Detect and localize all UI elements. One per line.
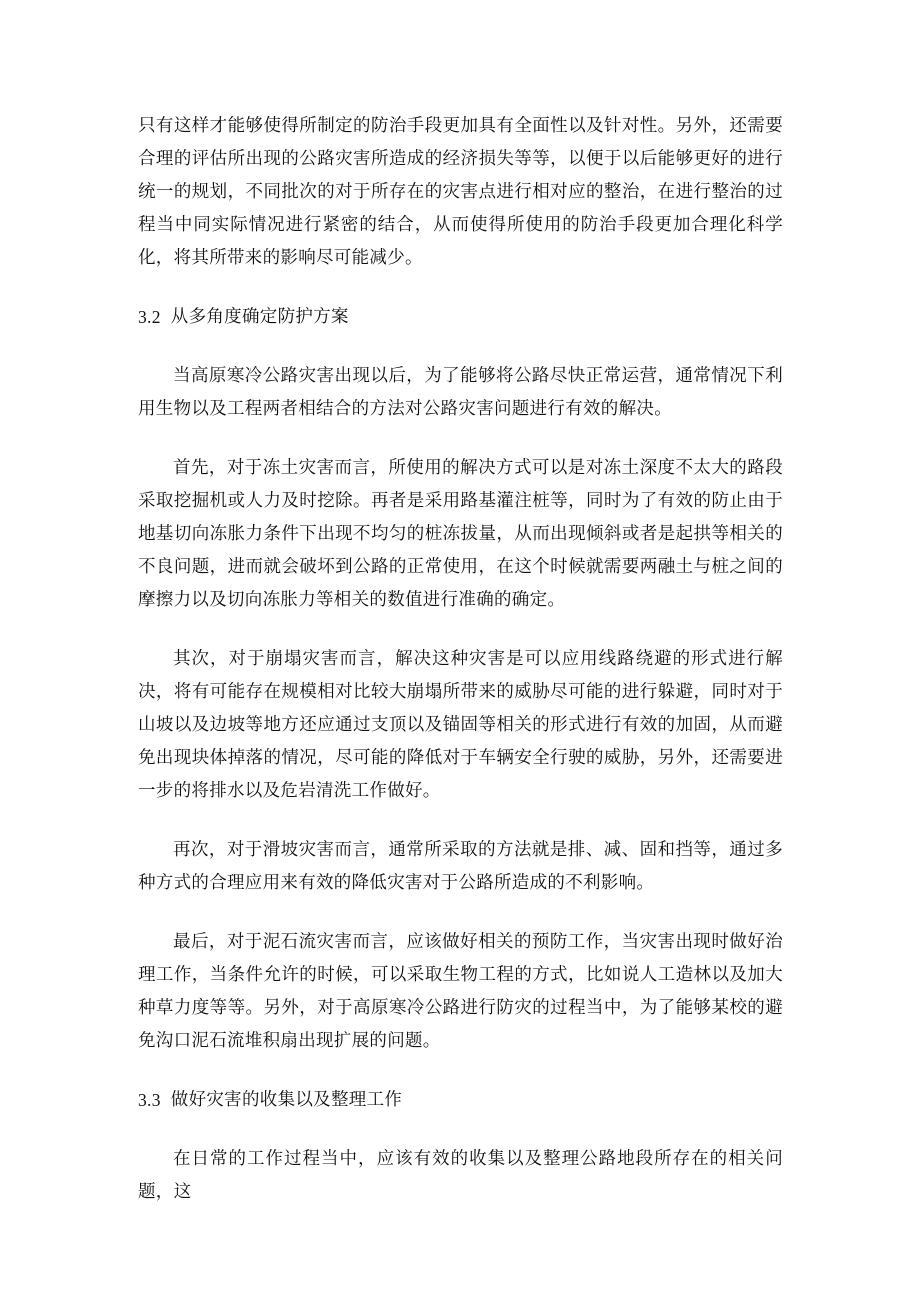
section-title: 从多角度确定防护方案 (170, 307, 349, 327)
paragraph: 再次，对于滑坡灾害而言，通常所采取的方法就是排、减、固和挡等，通过多种方式的合理应用来有效的降低灾害对于公路所造成的不利影响。 (138, 840, 783, 893)
section-heading-3-3 (138, 1084, 783, 1117)
document-page (138, 110, 783, 1235)
section-heading-3-2 (138, 301, 783, 334)
continued-paragraph: 只有这样才能够使得所制定的防治手段更加具有全面性以及针对性。另外，还需要合理的评估所出现的公路灾害所造成的经济损失等等，以便于以后能够更好的进行统一的规划，不同批次的对于所存在的灾害点进行相对应的整治，在进行整治的过程当中同实际情况进行紧密的结合，从而使得所使用的防治手段更加合理化科学化，将其所带来的影响尽可能减少。 (138, 116, 783, 268)
paragraph: 当高原寒冷公路灾害出现以后，为了能够将公路尽快正常运营，通常情况下利用生物以及工程两者相结合的方法对公路灾害问题进行有效的解决。 (138, 366, 783, 419)
paragraph: 最后，对于泥石流灾害而言，应该做好相关的预防工作，当灾害出现时做好治理工作，当条件允许的时候，可以采取生物工程的方式，比如说人工造林以及加大种草力度等等。另外，对于高原寒冷公路进行防灾的过程当中，为了能够某校的避免沟口泥石流堆积扇出现扩展的问题。 (138, 932, 783, 1051)
section-number: 3.3 (138, 1090, 161, 1110)
paragraph: 首先，对于冻土灾害而言，所使用的解决方式可以是对冻土深度不太大的路段采取挖掘机或人力及时挖除。再者是采用路基灌注桩等，同时为了有效的防止由于地基切向冻胀力条件下出现不均匀的桩冻拔量，从而出现倾斜或者是起拱等相关的不良问题，进而就会破坏到公路的正常使用，在这个时候就需要两融土与桩之间的摩擦力以及切向冻胀力等相关的数值进行准确的确定。 (138, 458, 783, 610)
section-number: 3.2 (138, 307, 161, 327)
paragraph: 在日常的工作过程当中，应该有效的收集以及整理公路地段所存在的相关问题，这 (138, 1149, 783, 1202)
section-title: 做好灾害的收集以及整理工作 (170, 1090, 403, 1110)
paragraph: 其次，对于崩塌灾害而言，解决这种灾害是可以应用线路绕避的形式进行解决，将有可能存在规模相对比较大崩塌所带来的威胁尽可能的进行躲避，同时对于山坡以及边坡等地方还应通过支顶以及锚固等相关的形式进行有效的加固，从而避免出现块体掉落的情况，尽可能的降低对于车辆安全行驶的威胁，另外，还需要进一步的将排水以及危岩清洗工作做好。 (138, 649, 783, 801)
